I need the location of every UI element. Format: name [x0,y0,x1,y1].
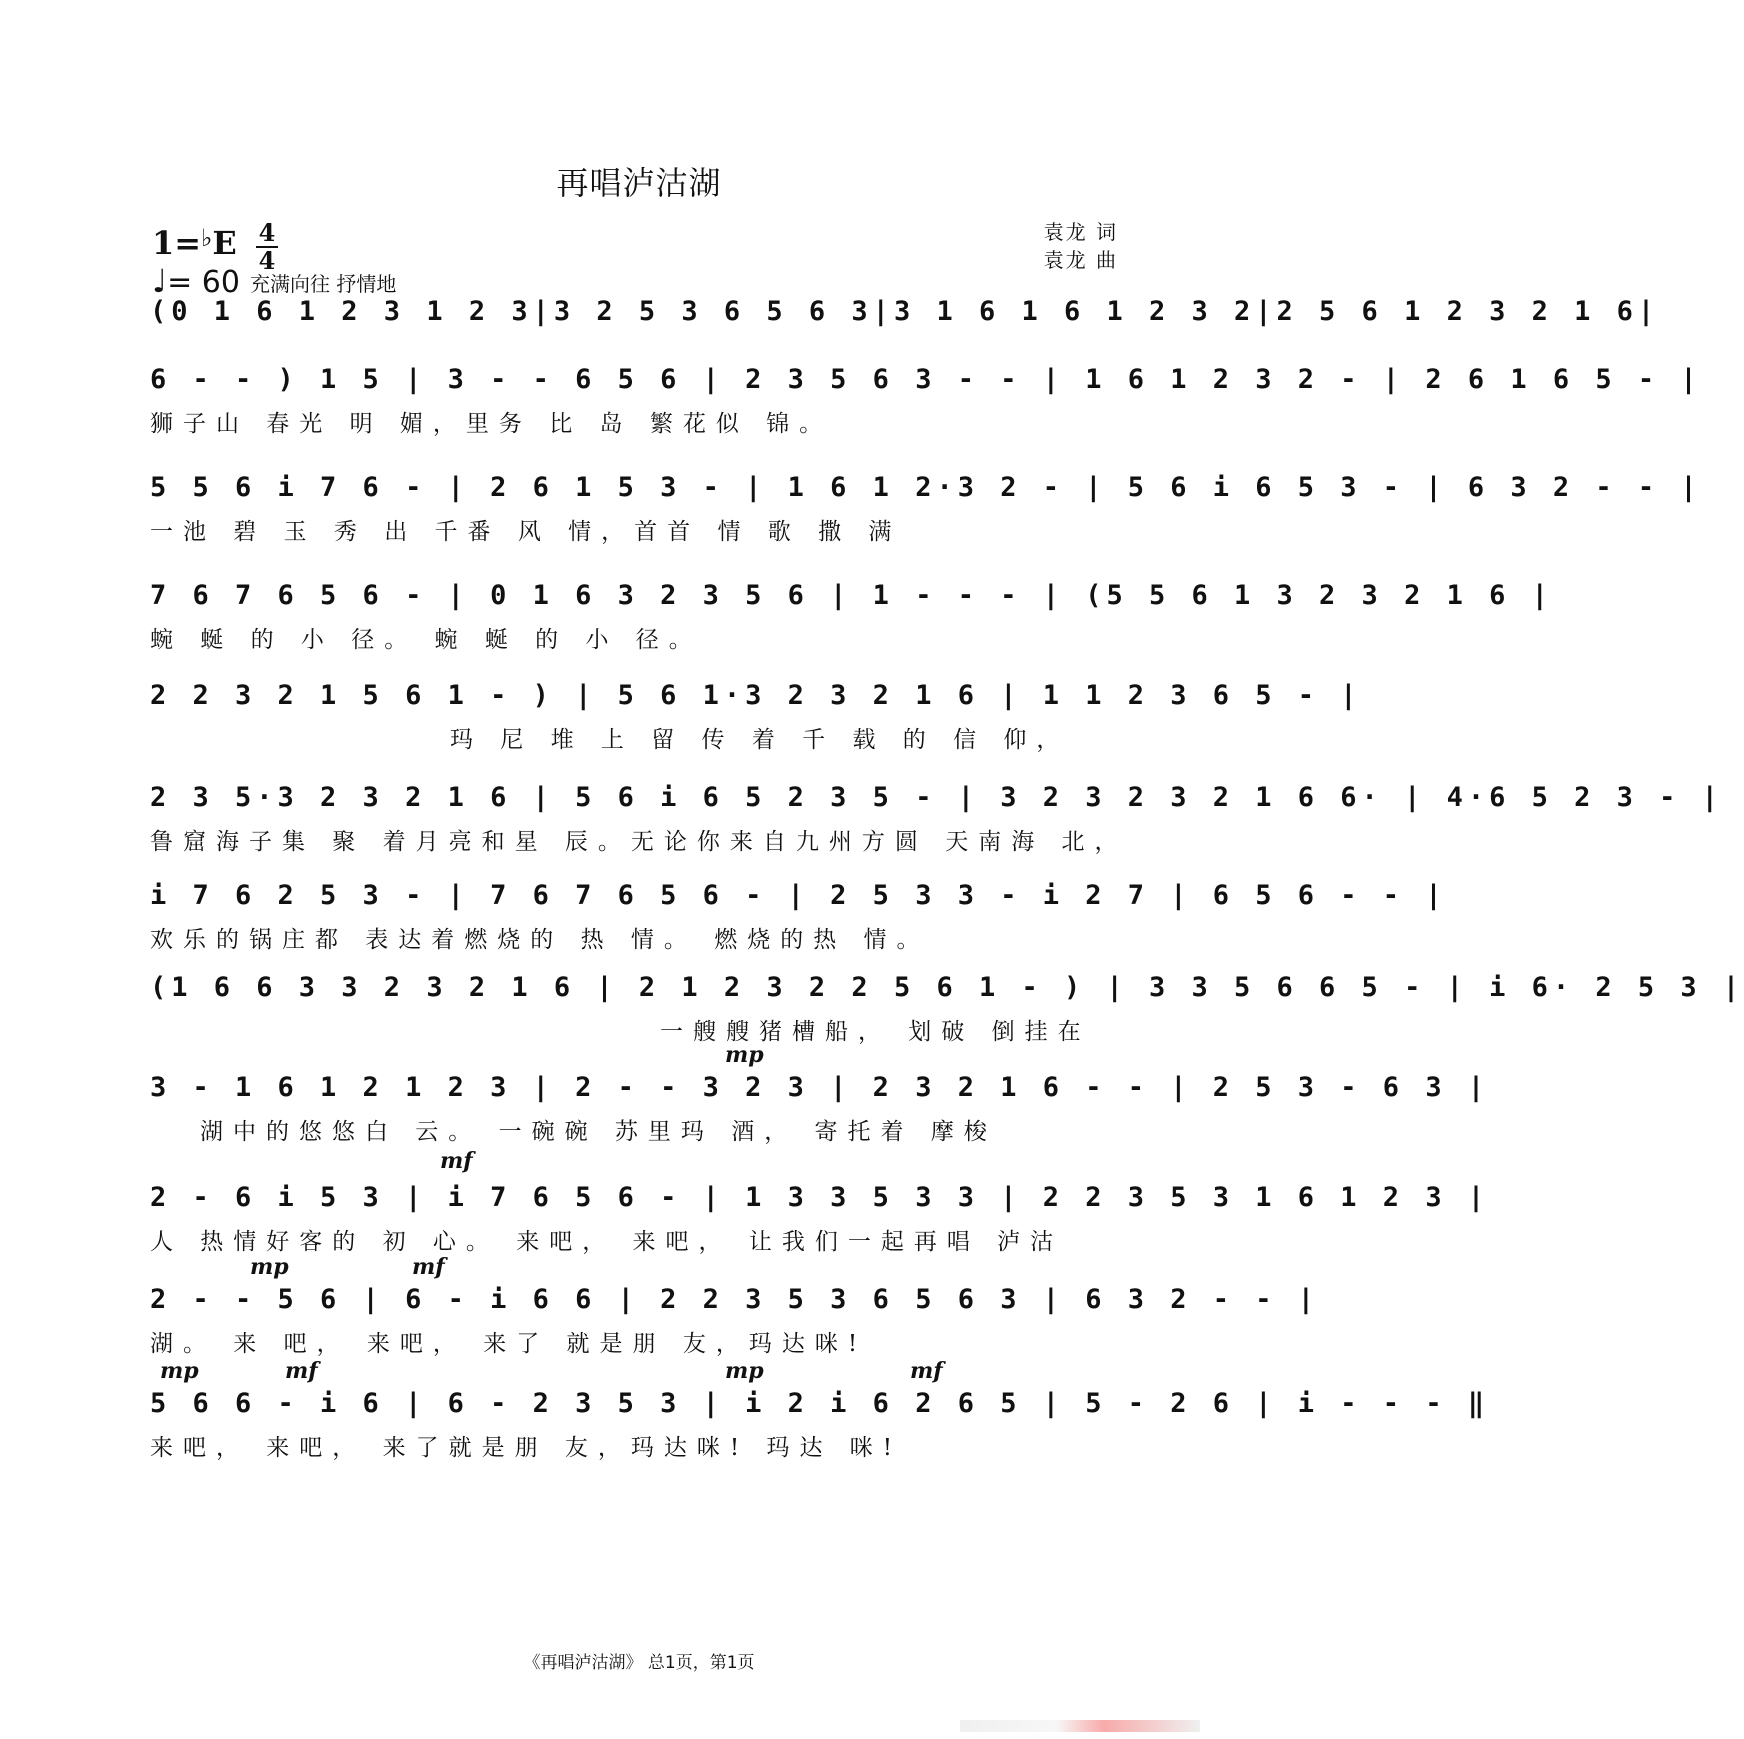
lyrics-line: 来吧， 来吧， 来了就是朋 友，玛达咪! 玛达 咪! [150,1435,903,1461]
system-10 [150,1148,1490,1258]
notes-line: 3 - 1 6 1 2 1 2 3 | 2 - - 3 2 3 | 2 3 2 1 6 - - | 2 5 3 - 6 3 | [150,1072,1490,1103]
dynamic-mf: mf [285,1358,318,1384]
quarter-note-icon: ♩ [152,262,168,300]
system-9 [150,1042,1490,1148]
watermark [960,1720,1200,1732]
notes-line: 2 - 6 i 5 3 | i 7 6 5 6 - | 1 3 3 5 3 3 | 2 2 3 5 3 1 6 1 2 3 | [150,1182,1490,1213]
dynamic-mp: mp [250,1254,289,1280]
dynamic-mp: mp [160,1358,199,1384]
notes-line: 2 - - 5 6 | 6 - i 6 6 | 2 2 3 5 3 6 5 6 3 | 6 3 2 - - | [150,1284,1320,1315]
system-12 [150,1358,1490,1464]
dynamic-mf: mf [910,1358,943,1384]
lyrics-line: 玛 尼 堆 上 留 传 着 千 载 的 信 仰， [450,727,1070,753]
system-4 [150,576,1553,656]
expression-marking: 充满向往 抒情地 [250,272,397,296]
notes-line: 6 - - ) 1 5 | 3 - - 6 5 6 | 2 3 5 6 3 - - | 1 6 1 2 3 2 - | 2 6 1 6 5 - | [150,364,1702,395]
lyrics-line: 湖中的悠悠白 云。 一碗碗 苏里玛 酒， 寄托着 摩梭 [200,1119,997,1145]
notes-line: 7 6 7 6 5 6 - | 0 1 6 3 2 3 5 6 | 1 - - - | (5 5 6 1 3 2 3 2 1 6 | [150,580,1553,611]
notes-line: (0 1 6 1 2 3 1 2 3|3 2 5 3 6 5 6 3|3 1 6 1 6 1 2 3 2|2 5 6 1 2 3 2 1 6| [150,296,1660,327]
notes-line: 2 3 5·3 2 3 2 1 6 | 5 6 i 6 5 2 3 5 - | 3 2 3 2 3 2 1 6 6· | 4·6 5 2 3 - | [150,782,1723,813]
dynamic-mf: mf [440,1148,473,1174]
system-6 [150,778,1723,858]
lyricist: 袁龙 词 [1043,220,1118,244]
notes-line: 2 2 3 2 1 5 6 1 - ) | 5 6 1·3 2 3 2 1 6 | 1 1 2 3 6 5 - | [150,680,1362,711]
composer: 袁龙 曲 [1043,248,1118,272]
dynamic-mf: mf [412,1254,445,1280]
system-7 [150,876,1447,956]
key-label: 1= [152,224,202,262]
system-2 [150,360,1702,440]
key-letter: E [212,224,237,262]
lyrics-line: 一池 碧 玉 秀 出 千番 风 情，首首 情 歌 撒 满 [150,519,902,545]
dynamic-mp: mp [725,1042,764,1068]
lyrics-line: 鲁窟海子集 聚 着月亮和星 辰。无论你来自九州方圆 天南海 北， [150,829,1128,855]
lyrics-line: 人 热情好客的 初 心。 来吧， 来吧， 让我们一起再唱 泸沽 [150,1229,1064,1255]
lyrics-line: 狮子山 春光 明 媚，里务 比 岛 繁花似 锦。 [150,411,833,437]
page-footer: 《再唱泸沽湖》 总1页，第1页 [523,1653,755,1673]
dynamic-mp: mp [725,1358,764,1384]
notes-line: 5 5 6 i 7 6 - | 2 6 1 5 3 - | 1 6 1 2·3 2 - | 5 6 i 6 5 3 - | 6 3 2 - - | [150,472,1702,503]
notes-line: 5 6 6 - i 6 | 6 - 2 3 5 3 | i 2 i 6 2 6 5 | 5 - 2 6 | i - - - ‖ [150,1388,1490,1419]
lyrics-line: 蜿 蜒 的 小 径。 蜿 蜒 的 小 径。 [150,627,702,653]
time-signature [256,220,278,274]
system-3 [150,468,1702,548]
system-11 [150,1254,1320,1360]
lyrics-line: 欢乐的锅庄都 表达着燃烧的 热 情。 燃烧的热 情。 [150,927,930,953]
system-8 [150,968,1744,1048]
time-bottom: 4 [258,246,276,275]
lyrics-line: 湖。 来 吧， 来吧， 来了 就是朋 友，玛达咪! [150,1331,868,1357]
system-5 [150,676,1362,756]
lyrics-line: 一艘艘猪槽船， 划破 倒挂在 [660,1019,1091,1045]
flat-icon: ♭ [201,224,213,252]
tempo-value: = 60 [167,265,240,300]
notes-line: (1 6 6 3 3 2 3 2 1 6 | 2 1 2 3 2 2 5 6 1 - ) | 3 3 5 6 6 5 - | i 6· 2 5 3 | [150,972,1744,1003]
credits [1044,218,1118,274]
key-signature [152,224,237,262]
notes-line: i 7 6 2 5 3 - | 7 6 7 6 5 6 - | 2 5 3 3 - i 2 7 | 6 5 6 - - | [150,880,1447,911]
time-top: 4 [258,218,276,247]
page-title: 再唱泸沽湖 [556,164,722,202]
